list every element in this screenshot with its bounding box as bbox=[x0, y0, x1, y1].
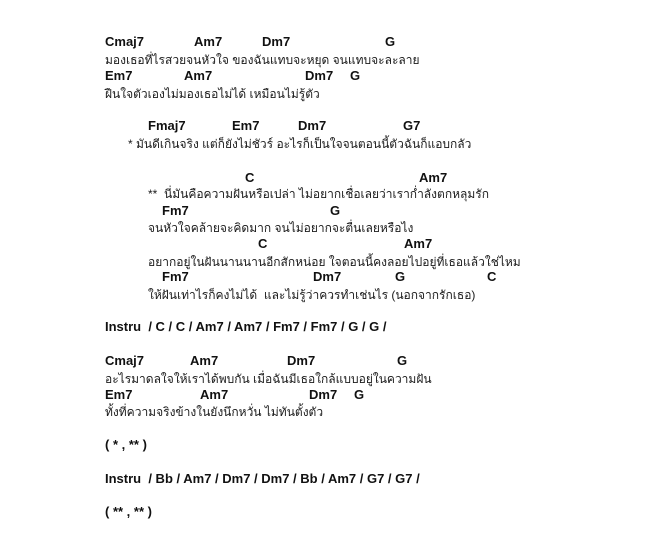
chord: Fm7 bbox=[162, 269, 189, 284]
chord: Dm7 bbox=[298, 118, 327, 133]
chord: G bbox=[350, 68, 361, 83]
chord: C bbox=[487, 269, 497, 284]
chord: Fmaj7 bbox=[148, 118, 186, 133]
chord: Am7 bbox=[419, 170, 448, 185]
lyric-line: มองเธอที่ไรสวยจนหัวใจ ของฉันแทบจะหยุด จนแทบจะละลาย bbox=[105, 53, 420, 67]
lyric-line: อะไรมาดลใจให้เราได้พบกัน เมื่อฉันมีเธอใกล้แบบอยู่ในความฝัน bbox=[105, 372, 432, 386]
chord: C bbox=[258, 236, 268, 251]
chord: Dm7 bbox=[287, 353, 316, 368]
chord: Am7 bbox=[404, 236, 433, 251]
chord: Am7 bbox=[194, 34, 223, 49]
instrumental-line: Instru / Bb / Am7 / Dm7 / Dm7 / Bb / Am7 / G7 / G7 / bbox=[105, 471, 420, 486]
chord: G7 bbox=[403, 118, 421, 133]
chord: C bbox=[245, 170, 255, 185]
chord: Em7 bbox=[105, 68, 133, 83]
lyric-line: อยากอยู่ในฝันนานนานอีกสักหน่อย ใจตอนนี้คงลอยไปอยู่ที่เธอแล้วใช่ไหม bbox=[148, 255, 521, 269]
chord: Dm7 bbox=[313, 269, 342, 284]
lyric-line: จนหัวใจคล้ายจะคิดมาก จนไม่อยากจะตื่นเลยหรือไง bbox=[148, 221, 414, 235]
chord: Cmaj7 bbox=[105, 34, 145, 49]
lyric-line: ให้ฝันเท่าไรก็คงไม่ได้ และไม่รู้ว่าควรทำเช่นไร (นอกจากรักเธอ) bbox=[148, 288, 476, 302]
chord: Dm7 bbox=[305, 68, 334, 83]
chord: Cmaj7 bbox=[105, 353, 145, 368]
repeat-marker: ( * , ** ) bbox=[105, 437, 147, 452]
chord: G bbox=[330, 203, 341, 218]
chord: G bbox=[354, 387, 365, 402]
lyric-line: * มันดีเกินจริง แต่ก็ยังไม่ชัวร์ อะไรก็เป็นใจจนตอนนี้ตัวฉันก็แอบกลัว bbox=[128, 137, 472, 151]
chord: Am7 bbox=[190, 353, 219, 368]
chord: Dm7 bbox=[309, 387, 338, 402]
chord: G bbox=[395, 269, 406, 284]
chord: Em7 bbox=[105, 387, 133, 402]
chord: Dm7 bbox=[262, 34, 291, 49]
repeat-marker: ( ** , ** ) bbox=[105, 504, 152, 519]
chord: Fm7 bbox=[162, 203, 189, 218]
lyric-line: ทั้งที่ความจริงข้างในยังนึกหวั่น ไม่ทันตั้งตัว bbox=[105, 405, 324, 419]
chord: G bbox=[385, 34, 396, 49]
chord: Am7 bbox=[184, 68, 213, 83]
chord: G bbox=[397, 353, 408, 368]
chord: Em7 bbox=[232, 118, 260, 133]
lyric-line: ฝืนใจตัวเองไม่มองเธอไม่ได้ เหมือนไม่รู้ตัว bbox=[105, 87, 320, 101]
instrumental-line: Instru / C / C / Am7 / Am7 / Fm7 / Fm7 / G / G / bbox=[105, 319, 387, 334]
lyric-line: ** นี่มันคือความฝันหรือเปล่า ไม่อยากเชื่อเลยว่าเราก่ำลังตกหลุมรัก bbox=[148, 187, 489, 201]
chord: Am7 bbox=[200, 387, 229, 402]
